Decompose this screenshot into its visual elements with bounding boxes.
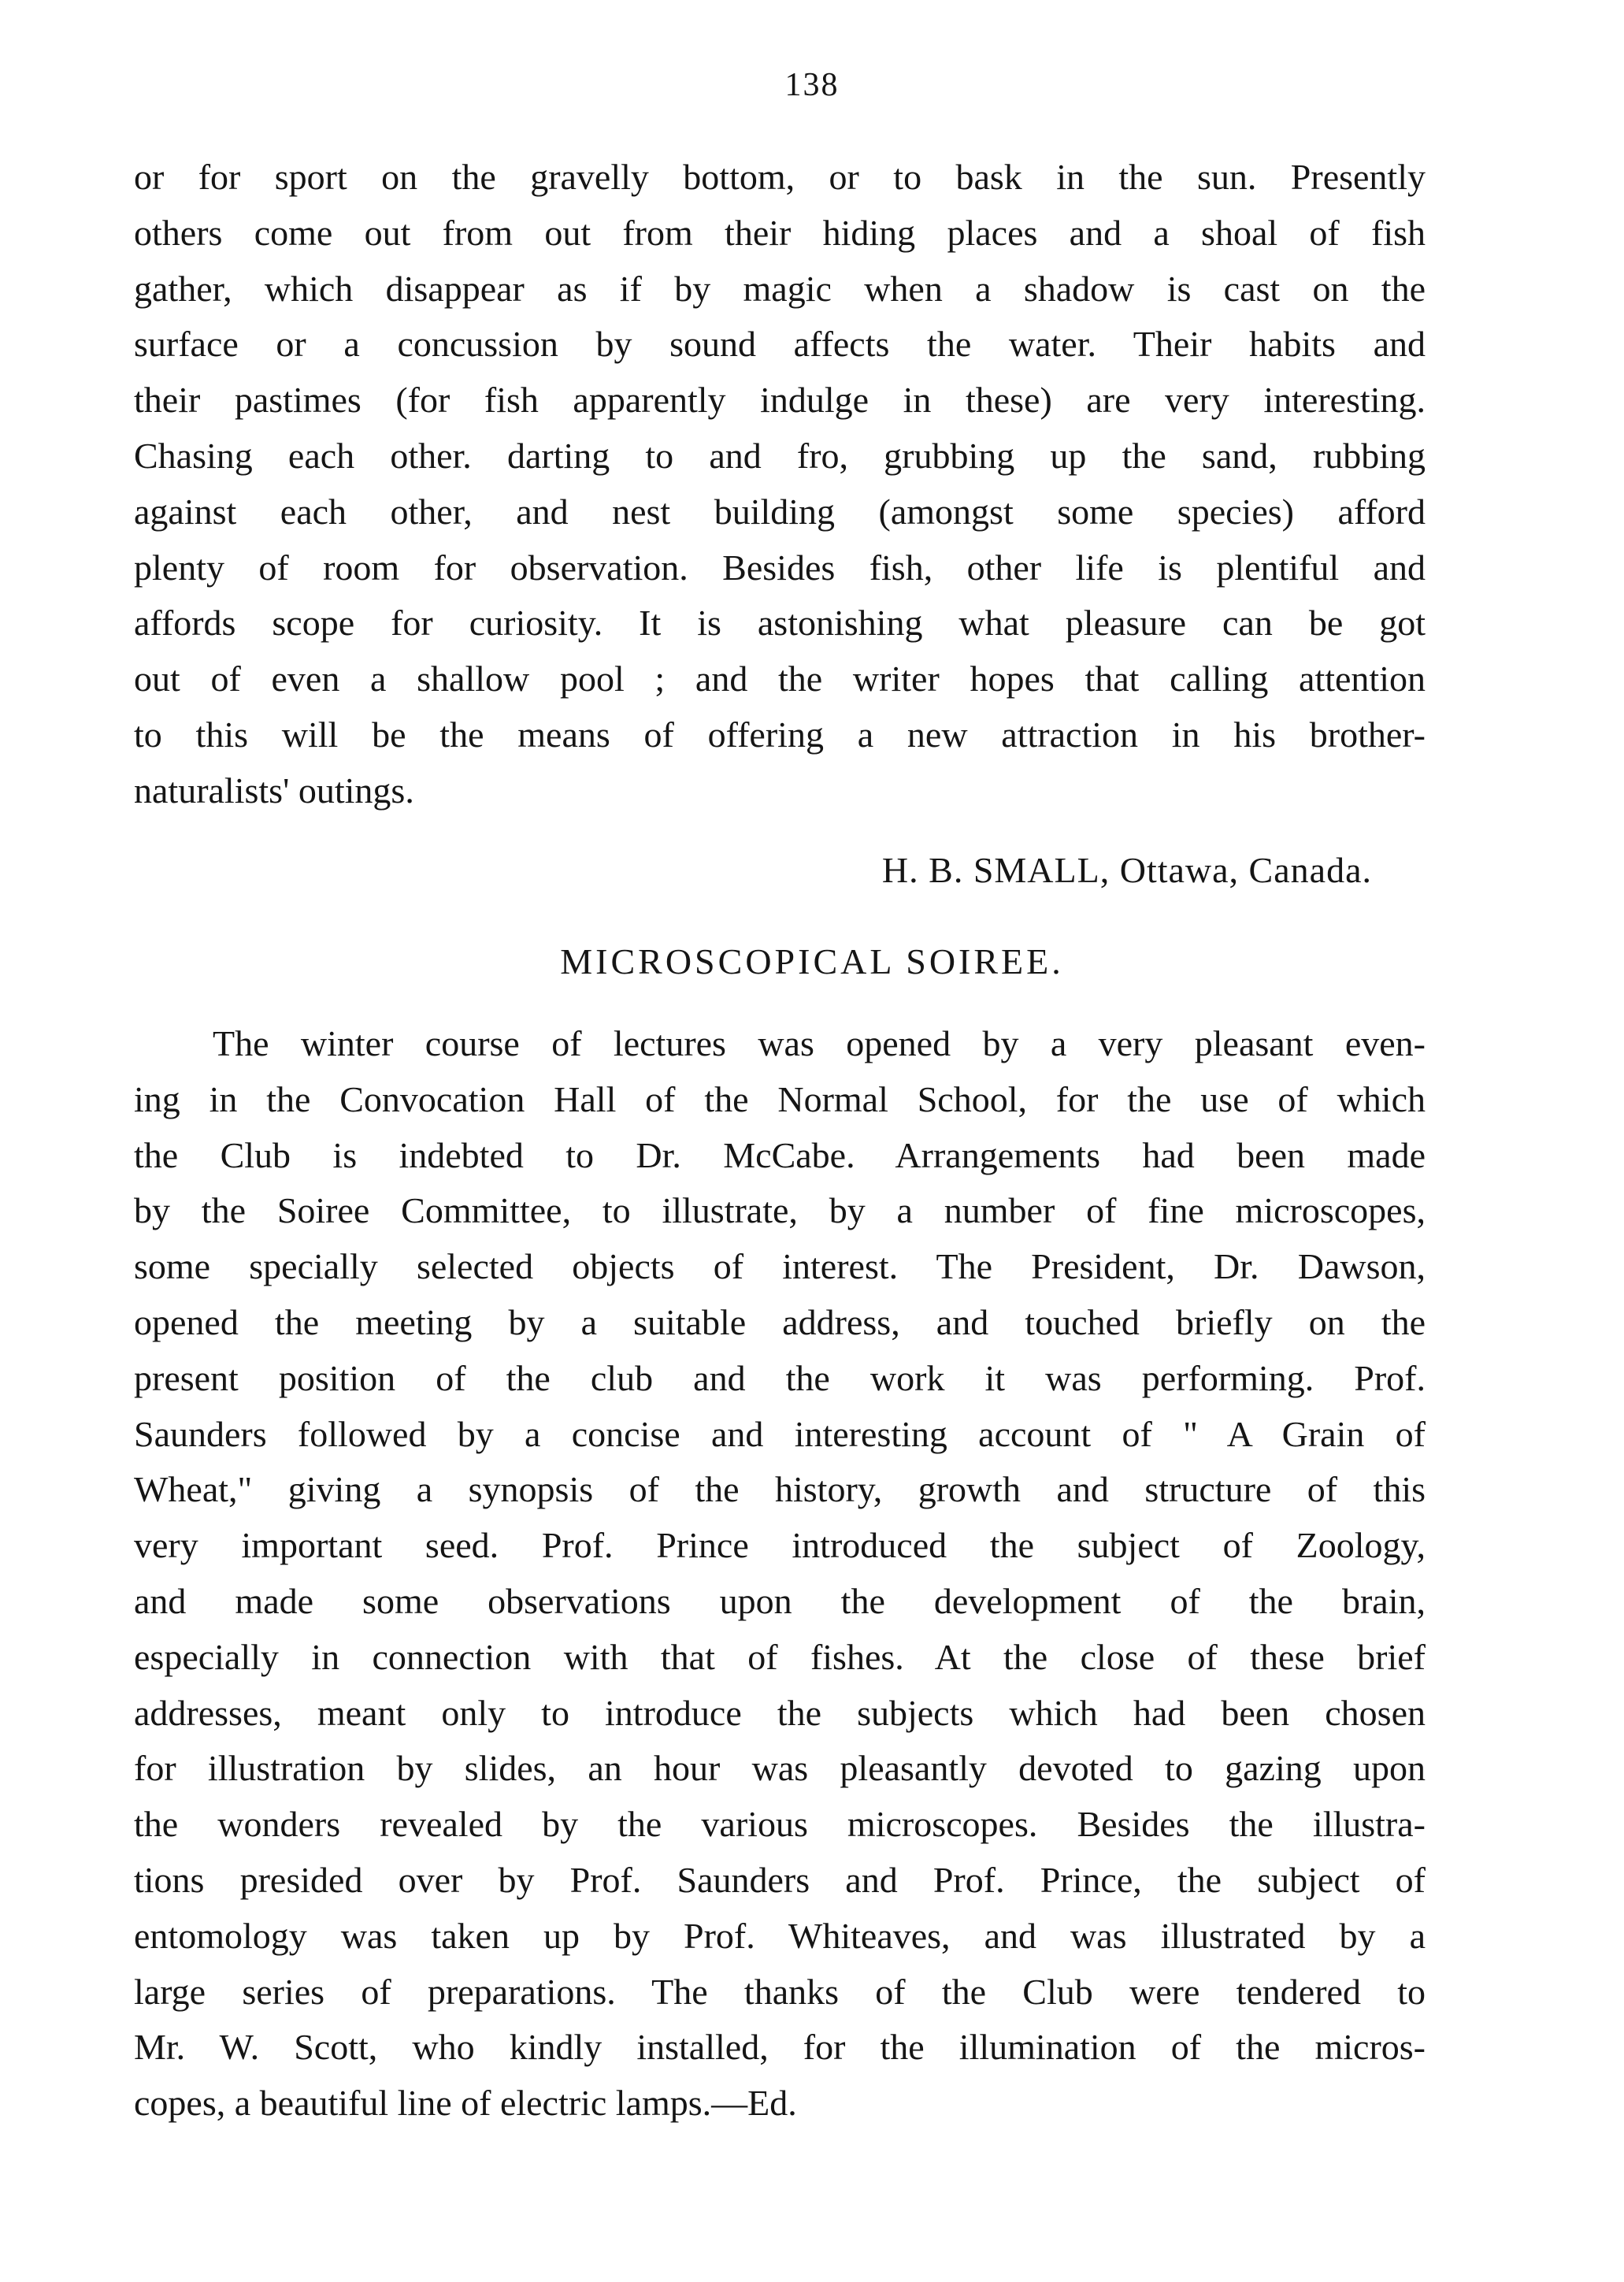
- text-line: surface or a concussion by sound affects the water. Their habits and: [134, 324, 1426, 365]
- author-signature: H. B. SMALL, Ottawa, Canada.: [881, 850, 1372, 890]
- text-line: by the Soiree Committee, to illustrate, by a number of fine microscopes,: [134, 1190, 1426, 1231]
- text-line: present position of the club and the work it was performing. Prof.: [134, 1357, 1426, 1398]
- text-line: opened the meeting by a suitable address, and touched briefly on the: [134, 1301, 1426, 1342]
- text-line: Wheat," giving a synopsis of the history, growth and structure of this: [134, 1469, 1426, 1510]
- text-line: or for sport on the gravelly bottom, or to bask in the sun. Presently: [134, 157, 1426, 197]
- text-line: and made some observations upon the development of the brain,: [134, 1580, 1426, 1621]
- text-line: The winter course of lectures was opened by a very pleasant even-: [213, 1023, 1426, 1063]
- text-line: for illustration by slides, an hour was pleasantly devoted to gazing upon: [134, 1748, 1426, 1789]
- text-line: Mr. W. Scott, who kindly installed, for the illumination of the micros-: [134, 2027, 1426, 2068]
- text-line: large series of preparations. The thanks of the Club were tendered to: [134, 1971, 1426, 2012]
- text-line: against each other, and nest building (amongst some species) afford: [134, 491, 1426, 532]
- text-line: tions presided over by Prof. Saunders and Prof. Prince, the subject of: [134, 1859, 1426, 1900]
- first-article-text: [134, 150, 1426, 819]
- text-line: some specially selected objects of interest. The President, Dr. Dawson,: [134, 1246, 1426, 1287]
- text-line: addresses, meant only to introduce the subjects which had been chosen: [134, 1692, 1426, 1733]
- text-line: the wonders revealed by the various microscopes. Besides the illustra-: [134, 1804, 1426, 1845]
- text-line: ing in the Convocation Hall of the Normal School, for the use of which: [134, 1078, 1426, 1119]
- text-line: especially in connection with that of fishes. At the close of these brief: [134, 1636, 1426, 1677]
- text-line: others come out from out from their hiding places and a shoal of fish: [134, 212, 1426, 253]
- second-article-text: [134, 1016, 1426, 2132]
- text-line: copes, a beautiful line of electric lamps.—Ed.: [134, 2083, 797, 2124]
- page-number: 138: [784, 67, 840, 103]
- section-title: MICROSCOPICAL SOIREE.: [560, 941, 1064, 981]
- text-line: affords scope for curiosity. It is astonishing what pleasure can be got: [134, 603, 1426, 644]
- text-line: Saunders followed by a concise and interesting account of " A Grain of: [134, 1413, 1426, 1454]
- text-line: gather, which disappear as if by magic when a shadow is cast on the: [134, 268, 1426, 309]
- text-line: the Club is indebted to Dr. McCabe. Arrangements had been made: [134, 1134, 1426, 1175]
- text-line: naturalists' outings.: [134, 770, 414, 811]
- text-line: plenty of room for observation. Besides fish, other life is plentiful and: [134, 547, 1426, 588]
- text-line: out of even a shallow pool ; and the writer hopes that calling attention: [134, 659, 1426, 699]
- text-line: Chasing each other. darting to and fro, grubbing up the sand, rubbing: [134, 435, 1426, 476]
- text-line: very important seed. Prof. Prince introduced the subject of Zoology,: [134, 1525, 1426, 1566]
- text-line: their pastimes (for fish apparently indulge in these) are very interesting.: [134, 380, 1426, 421]
- text-line: entomology was taken up by Prof. Whiteaves, and was illustrated by a: [134, 1915, 1426, 1956]
- text-line: to this will be the means of offering a new attraction in his brother-: [134, 714, 1426, 755]
